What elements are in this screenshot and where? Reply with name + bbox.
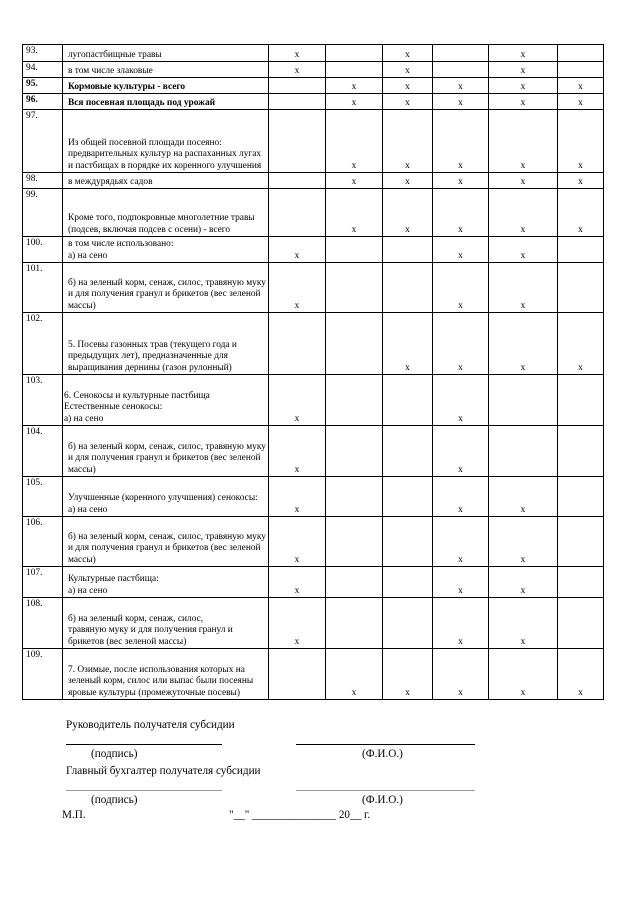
- row-number: 108.: [23, 598, 63, 649]
- value-cell: х: [269, 517, 326, 567]
- value-cell: х: [383, 94, 433, 110]
- table-row: [23, 426, 604, 477]
- value-cell: х: [433, 313, 489, 375]
- row-number: 105.: [23, 477, 63, 517]
- row-label: б) на зеленый корм, сенаж, силос, травяную муку и для получения гранул и брикетов (вес зеленой массы): [63, 517, 269, 567]
- value-cell[interactable]: [326, 375, 383, 426]
- value-cell[interactable]: [558, 567, 604, 598]
- row-number: 101.: [23, 263, 63, 313]
- value-cell: х: [489, 94, 558, 110]
- value-cell[interactable]: [326, 45, 383, 62]
- row-number: 97.: [23, 110, 63, 173]
- accountant-name-line[interactable]: [296, 790, 475, 791]
- value-cell[interactable]: [383, 517, 433, 567]
- value-cell: х: [383, 649, 433, 700]
- table-row: [23, 649, 604, 700]
- table-row: [23, 375, 604, 426]
- accountant-sign-caption: (подпись): [91, 794, 138, 806]
- value-cell: х: [269, 263, 326, 313]
- value-cell: х: [489, 517, 558, 567]
- value-cell: х: [489, 567, 558, 598]
- value-cell: х: [433, 263, 489, 313]
- row-label: 5. Посевы газонных трав (текущего года и предыдущих лет), предназначенные для выращивания дернины (газон рулонный): [63, 313, 269, 375]
- value-cell: х: [433, 189, 489, 237]
- value-cell: х: [433, 517, 489, 567]
- value-cell: х: [269, 237, 326, 263]
- value-cell[interactable]: [269, 110, 326, 173]
- table-row: [23, 263, 604, 313]
- value-cell: х: [489, 45, 558, 62]
- value-cell[interactable]: [326, 598, 383, 649]
- value-cell[interactable]: [489, 375, 558, 426]
- row-number: 107.: [23, 567, 63, 598]
- value-cell: х: [433, 426, 489, 477]
- value-cell: х: [269, 598, 326, 649]
- value-cell: х: [558, 110, 604, 173]
- row-number: 100.: [23, 237, 63, 263]
- accountant-name-caption: (Ф.И.О.): [362, 794, 403, 806]
- value-cell: х: [489, 189, 558, 237]
- value-cell: х: [433, 598, 489, 649]
- value-cell[interactable]: [326, 62, 383, 78]
- table-row: [23, 62, 604, 78]
- row-number: 109.: [23, 649, 63, 700]
- value-cell: х: [433, 375, 489, 426]
- value-cell: х: [433, 567, 489, 598]
- table-row: [23, 517, 604, 567]
- table-row: [23, 567, 604, 598]
- value-cell: х: [489, 78, 558, 94]
- value-cell: х: [489, 477, 558, 517]
- value-cell: х: [383, 313, 433, 375]
- row-number: 93.: [23, 45, 63, 62]
- value-cell[interactable]: [326, 263, 383, 313]
- row-number: 94.: [23, 62, 63, 78]
- value-cell: х: [433, 110, 489, 173]
- value-cell: х: [326, 173, 383, 189]
- accountant-title: Главный бухгалтер получателя субсидии: [66, 765, 261, 777]
- value-cell: х: [269, 45, 326, 62]
- value-cell[interactable]: [269, 78, 326, 94]
- value-cell[interactable]: [383, 426, 433, 477]
- value-cell[interactable]: [383, 598, 433, 649]
- value-cell[interactable]: [326, 426, 383, 477]
- value-cell: х: [433, 173, 489, 189]
- value-cell[interactable]: [558, 598, 604, 649]
- table-row: [23, 94, 604, 110]
- value-cell: х: [326, 110, 383, 173]
- table-row: [23, 477, 604, 517]
- table-row: [23, 598, 604, 649]
- value-cell[interactable]: [558, 375, 604, 426]
- value-cell: х: [269, 567, 326, 598]
- row-label: в том числе злаковые: [63, 62, 269, 78]
- value-cell[interactable]: [558, 45, 604, 62]
- row-number: 95.: [23, 78, 63, 94]
- value-cell[interactable]: [269, 94, 326, 110]
- accountant-signature-line[interactable]: [66, 790, 222, 791]
- row-number: 96.: [23, 94, 63, 110]
- value-cell: х: [269, 62, 326, 78]
- row-label: Кроме того, подпокровные многолетние травы (подсев, включая подсев с осени) - всего: [63, 189, 269, 237]
- value-cell: х: [489, 598, 558, 649]
- value-cell: х: [433, 649, 489, 700]
- table-row: [23, 173, 604, 189]
- value-cell[interactable]: [326, 567, 383, 598]
- row-number: 102.: [23, 313, 63, 375]
- table-row: [23, 78, 604, 94]
- table-row: [23, 189, 604, 237]
- value-cell: х: [489, 110, 558, 173]
- table-row: [23, 237, 604, 263]
- value-cell: х: [433, 477, 489, 517]
- value-cell[interactable]: [383, 375, 433, 426]
- crop-area-table: [22, 44, 604, 700]
- value-cell: х: [326, 189, 383, 237]
- table-row: [23, 45, 604, 62]
- value-cell[interactable]: [558, 426, 604, 477]
- value-cell: х: [489, 173, 558, 189]
- value-cell: х: [558, 94, 604, 110]
- row-label: Вся посевная площадь под урожай: [63, 94, 269, 110]
- value-cell: х: [383, 45, 433, 62]
- row-label: Улучшенные (коренного улучшения) сенокосы: а) на сено: [63, 477, 269, 517]
- value-cell: х: [433, 94, 489, 110]
- value-cell: х: [383, 62, 433, 78]
- row-label: лугопастбищные травы: [63, 45, 269, 62]
- value-cell: х: [383, 189, 433, 237]
- value-cell: х: [433, 78, 489, 94]
- value-cell: х: [269, 375, 326, 426]
- value-cell: х: [489, 649, 558, 700]
- row-number: 103.: [23, 375, 63, 426]
- value-cell: х: [558, 189, 604, 237]
- value-cell[interactable]: [383, 477, 433, 517]
- row-label: в том числе использовано: а) на сено: [63, 237, 269, 263]
- value-cell[interactable]: [383, 237, 433, 263]
- head-signature-line[interactable]: [66, 744, 222, 745]
- row-number: 99.: [23, 189, 63, 237]
- value-cell[interactable]: [558, 477, 604, 517]
- value-cell[interactable]: [433, 45, 489, 62]
- value-cell: х: [489, 62, 558, 78]
- row-label: б) на зеленый корм, сенаж, силос, травяную муку и для получения гранул и брикетов (вес зеленой массы): [63, 426, 269, 477]
- row-label: Из общей посевной площади посеяно: предварительных культур на распаханных лугах и пастбищах в порядке их коренного улучшения: [63, 110, 269, 173]
- value-cell[interactable]: [558, 517, 604, 567]
- date-line: "__" _______________ 20__ г.: [229, 809, 371, 821]
- head-name-line[interactable]: [296, 744, 475, 745]
- value-cell: х: [383, 110, 433, 173]
- value-cell[interactable]: [326, 237, 383, 263]
- value-cell: х: [326, 649, 383, 700]
- value-cell: х: [383, 78, 433, 94]
- row-label: б) на зеленый корм, сенаж, силос, травяную муку и для получения гранул и брикетов (вес зеленой массы): [63, 263, 269, 313]
- value-cell[interactable]: [433, 62, 489, 78]
- value-cell[interactable]: [269, 649, 326, 700]
- head-name-caption: (Ф.И.О.): [362, 748, 403, 760]
- head-sign-caption: (подпись): [91, 748, 138, 760]
- row-number: 104.: [23, 426, 63, 477]
- table-row: [23, 110, 604, 173]
- value-cell: х: [383, 173, 433, 189]
- value-cell[interactable]: [269, 189, 326, 237]
- value-cell[interactable]: [558, 62, 604, 78]
- value-cell: х: [489, 313, 558, 375]
- value-cell[interactable]: [269, 173, 326, 189]
- value-cell[interactable]: [558, 263, 604, 313]
- head-title: Руководитель получателя субсидии: [66, 719, 235, 731]
- value-cell[interactable]: [269, 313, 326, 375]
- value-cell: х: [489, 263, 558, 313]
- row-label: 6. Сенокосы и культурные пастбища Естественные сенокосы: а) на сено: [63, 375, 269, 426]
- row-label: Кормовые культуры - всего: [63, 78, 269, 94]
- value-cell[interactable]: [326, 517, 383, 567]
- value-cell: х: [269, 426, 326, 477]
- value-cell: х: [489, 237, 558, 263]
- row-number: 106.: [23, 517, 63, 567]
- table-row: [23, 313, 604, 375]
- value-cell[interactable]: [558, 237, 604, 263]
- value-cell: х: [558, 313, 604, 375]
- value-cell[interactable]: [383, 263, 433, 313]
- value-cell[interactable]: [326, 477, 383, 517]
- value-cell[interactable]: [326, 313, 383, 375]
- row-number: 98.: [23, 173, 63, 189]
- value-cell[interactable]: [383, 567, 433, 598]
- value-cell: х: [558, 649, 604, 700]
- value-cell: х: [269, 477, 326, 517]
- value-cell: х: [326, 78, 383, 94]
- row-label: Культурные пастбища: а) на сено: [63, 567, 269, 598]
- value-cell: х: [433, 237, 489, 263]
- value-cell: х: [558, 78, 604, 94]
- row-label: в междурядьях садов: [63, 173, 269, 189]
- stamp-mark: М.П.: [62, 809, 86, 821]
- value-cell[interactable]: [489, 426, 558, 477]
- value-cell: х: [558, 173, 604, 189]
- value-cell: х: [326, 94, 383, 110]
- row-label: 7. Озимые, после использования которых на зеленый корм, силос или выпас были посеяны яровые культуры (промежуточные посевы): [63, 649, 269, 700]
- row-label: б) на зеленый корм, сенаж, силос, травяную муку и для получения гранул и брикетов (вес зеленой массы): [63, 598, 269, 649]
